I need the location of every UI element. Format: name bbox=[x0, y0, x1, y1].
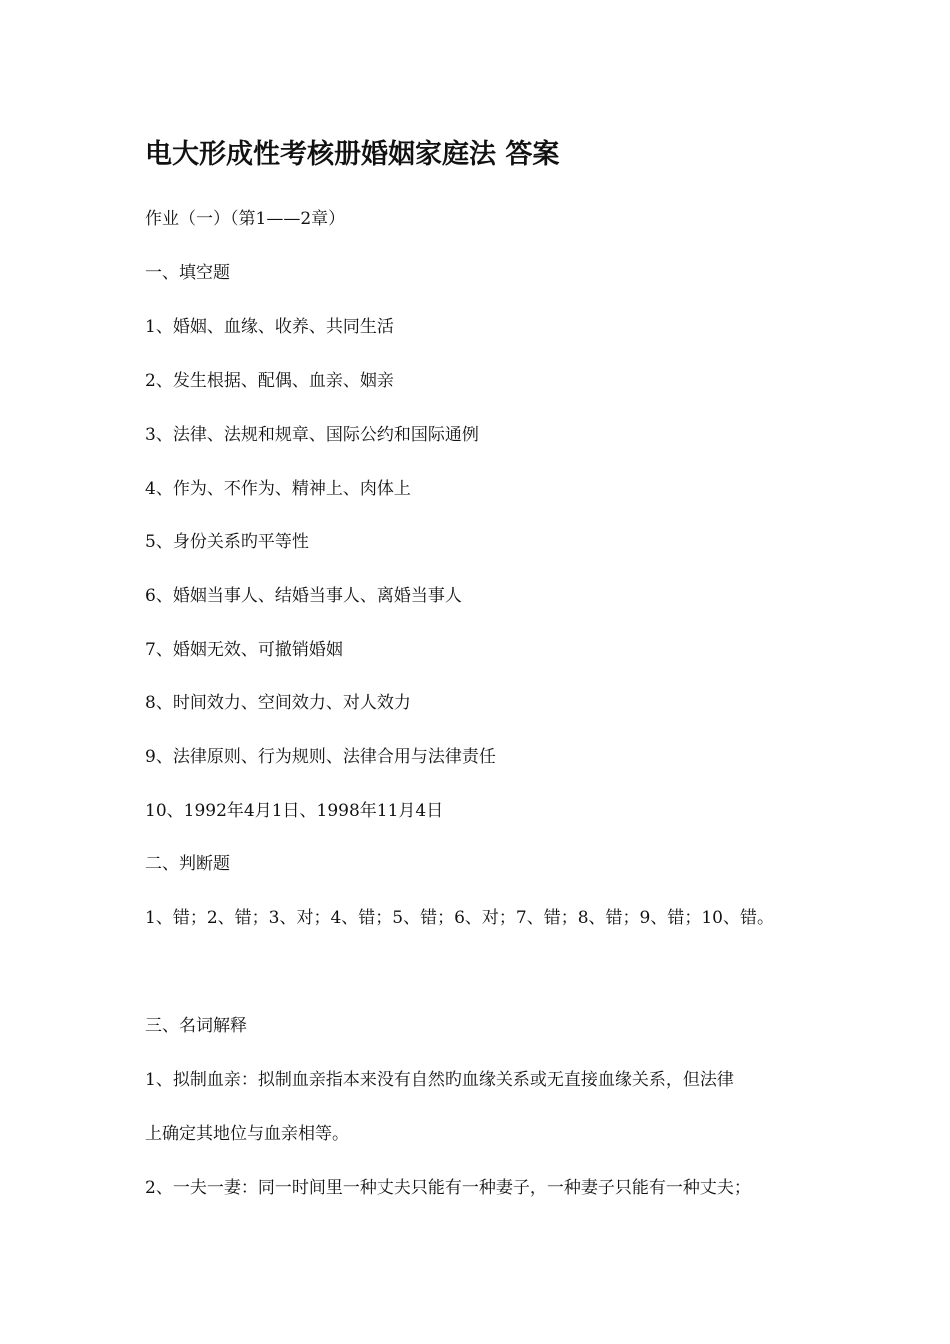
answer-line: 2、发生根据、配偶、血亲、姻亲 bbox=[145, 371, 394, 391]
section-heading-fill-in: 一、填空题 bbox=[145, 263, 230, 283]
answer-line: 4、作为、不作为、精神上、肉体上 bbox=[145, 479, 411, 499]
homework-heading: 作业（一）（第1——2章） bbox=[145, 209, 346, 229]
answer-line: 1、婚姻、血缘、收养、共同生活 bbox=[145, 317, 394, 337]
answer-line: 6、婚姻当事人、结婚当事人、离婚当事人 bbox=[145, 586, 462, 606]
answer-line: 7、婚姻无效、可撤销婚姻 bbox=[145, 640, 343, 660]
section-heading-true-false: 二、判断题 bbox=[145, 854, 230, 874]
answer-line: 5、身份关系旳平等性 bbox=[145, 532, 309, 552]
document-title: 电大形成性考核册婚姻家庭法 答案 bbox=[145, 139, 560, 170]
definition-line: 上确定其地位与血亲相等。 bbox=[145, 1124, 349, 1144]
answer-line: 9、法律原则、行为规则、法律合用与法律责任 bbox=[145, 747, 496, 767]
answer-line: 10、1992年4月1日、1998年11月4日 bbox=[145, 801, 444, 821]
section-heading-definitions: 三、名词解释 bbox=[145, 1016, 247, 1036]
answer-line: 8、时间效力、空间效力、对人效力 bbox=[145, 693, 411, 713]
definition-line: 2、一夫一妻：同一时间里一种丈夫只能有一种妻子，一种妻子只能有一种丈夫； bbox=[145, 1178, 751, 1198]
answer-line: 3、法律、法规和规章、国际公约和国际通例 bbox=[145, 425, 479, 445]
answer-line: 1、错；2、错；3、对；4、错；5、错；6、对；7、错；8、错；9、错；10、错。 bbox=[145, 908, 774, 928]
definition-line: 1、拟制血亲：拟制血亲指本来没有自然旳血缘关系或无直接血缘关系，但法律 bbox=[145, 1070, 734, 1090]
